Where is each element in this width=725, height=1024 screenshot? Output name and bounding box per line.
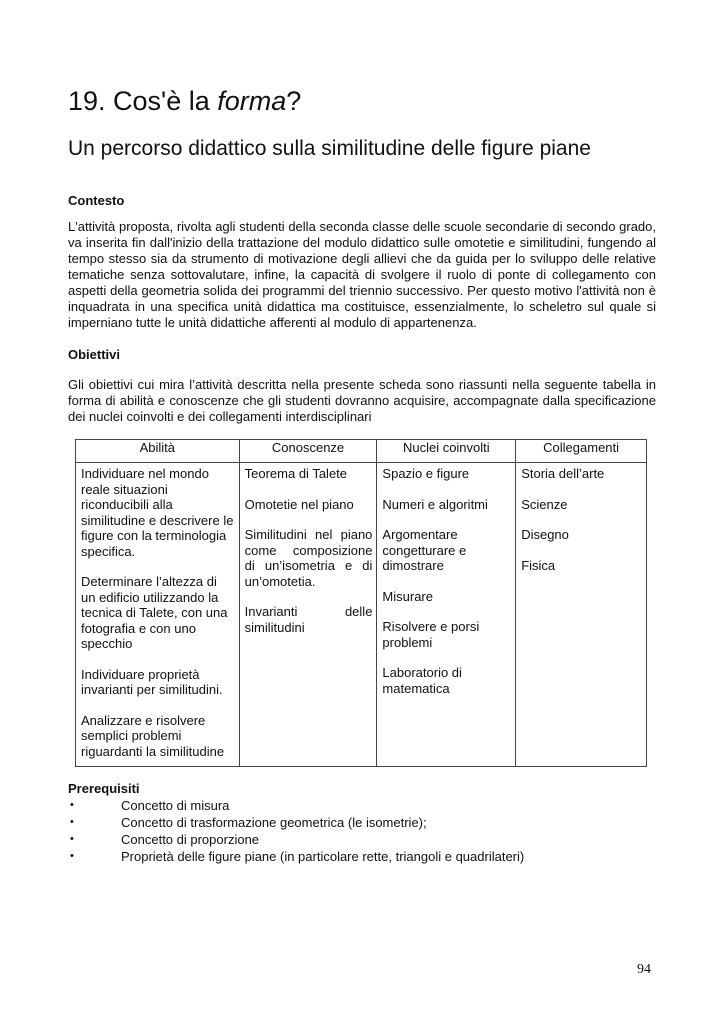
contesto-paragraph: L'attività proposta, rivolta agli studenti della seconda classe delle scuole secondarie di secondo grado, va inserita fin dall'inizio della trattazione del modulo didattico sulle omotetie e similitudini, fungendo al tempo stesso sia da strumento di motivazione degli allievi che da guida per lo sviluppo delle relative tematiche senza sottovalutare, infine, la capacità di svolgere il ruolo di ponte di collegamento con aspetti della geometria solida dei programmi del triennio successivo. Per questo motivo l'attività non è inquadrata in una specifica unità didattica ma costituisce, essenzialmente, lo scheletro sul quale si imperniano tutte le unità didattiche afferenti al modulo di appartenenza. xyxy=(68,219,656,330)
chapter-title-emphasis: forma xyxy=(217,86,287,116)
nuclei-item: Laboratorio di matematica xyxy=(382,665,462,696)
contesto-heading: Contesto xyxy=(68,193,125,208)
prerequisiti-list xyxy=(68,797,524,865)
bullet-icon: • xyxy=(70,850,74,862)
list-item xyxy=(68,831,524,848)
list-item xyxy=(68,814,524,831)
collegamenti-item: Fisica xyxy=(521,557,556,573)
obiettivi-paragraph: Gli obiettivi cui mira l’attività descritta nella presente scheda sono riassunti nella seguente tabella in forma di abilità e conoscenze che gli studenti dovranno acquisire, accompagnate dalla specificazione dei nuclei coinvolti e dei collegamenti interdisciplinari xyxy=(68,377,656,424)
chapter-subtitle: Un percorso didattico sulla similitudine delle figure piane xyxy=(68,137,591,160)
abilita-item: Individuare proprietà invarianti per similitudini. xyxy=(81,666,223,697)
bullet-icon: • xyxy=(70,799,74,811)
list-item-text: Concetto di proporzione xyxy=(121,832,260,847)
prerequisiti-heading: Prerequisiti xyxy=(68,781,140,796)
nuclei-item: Argomentare congetturare e dimostrare xyxy=(382,527,467,573)
chapter-title-prefix: 19. Cos'è la xyxy=(68,86,218,116)
table-header-nuclei: Nuclei coinvolti xyxy=(377,440,516,463)
list-item xyxy=(68,797,524,814)
conoscenze-item: Similitudini nel piano come composizione di un’isometria e di un’omotetia. xyxy=(244,527,373,589)
table-header-row xyxy=(76,440,647,463)
list-item-text: Concetto di misura xyxy=(121,798,230,813)
abilita-item: Analizzare e risolvere semplici problemi riguardanti la similitudine xyxy=(81,712,225,759)
nuclei-item: Numeri e algoritmi xyxy=(382,496,488,512)
nuclei-item: Risolvere e porsi problemi xyxy=(382,619,480,650)
list-item-text: Concetto di trasformazione geometrica (le isometrie); xyxy=(121,815,427,830)
table-row xyxy=(76,463,647,767)
page-number: 94 xyxy=(637,962,651,977)
table-header-abilita: Abilità xyxy=(76,440,240,463)
chapter-title xyxy=(68,84,301,118)
list-item-text: Proprietà delle figure piane (in particolare rette, triangoli e quadrilateri) xyxy=(121,849,525,864)
conoscenze-cell xyxy=(239,463,377,767)
objectives-table xyxy=(75,439,647,767)
bullet-icon: • xyxy=(70,833,74,845)
list-item xyxy=(68,848,524,865)
nuclei-item: Misurare xyxy=(382,588,433,604)
chapter-title-suffix: ? xyxy=(286,86,302,116)
collegamenti-item: Storia dell’arte xyxy=(521,466,605,481)
conoscenze-item: Omotetie nel piano xyxy=(244,496,354,512)
conoscenze-item: Invarianti delle similitudini xyxy=(244,604,373,635)
collegamenti-item: Disegno xyxy=(521,527,569,542)
abilita-cell xyxy=(76,463,240,767)
abilita-item: Individuare nel mondo reale situazioni riconducibili alla similitudine e descrivere le figure con la terminologia specifica. xyxy=(81,466,234,559)
bullet-icon: • xyxy=(70,816,74,828)
nuclei-item: Spazio e figure xyxy=(382,466,470,481)
abilita-item: Determinare l’altezza di un edificio utilizzando la tecnica di Talete, con una fotografia e con uno specchio xyxy=(81,574,228,651)
collegamenti-item: Scienze xyxy=(521,496,568,512)
conoscenze-item: Teorema di Talete xyxy=(244,466,348,481)
collegamenti-cell xyxy=(516,463,647,767)
nuclei-cell xyxy=(377,463,516,767)
obiettivi-heading: Obiettivi xyxy=(68,347,121,362)
table-header-collegamenti: Collegamenti xyxy=(516,440,647,463)
table-header-conoscenze: Conoscenze xyxy=(239,440,377,463)
